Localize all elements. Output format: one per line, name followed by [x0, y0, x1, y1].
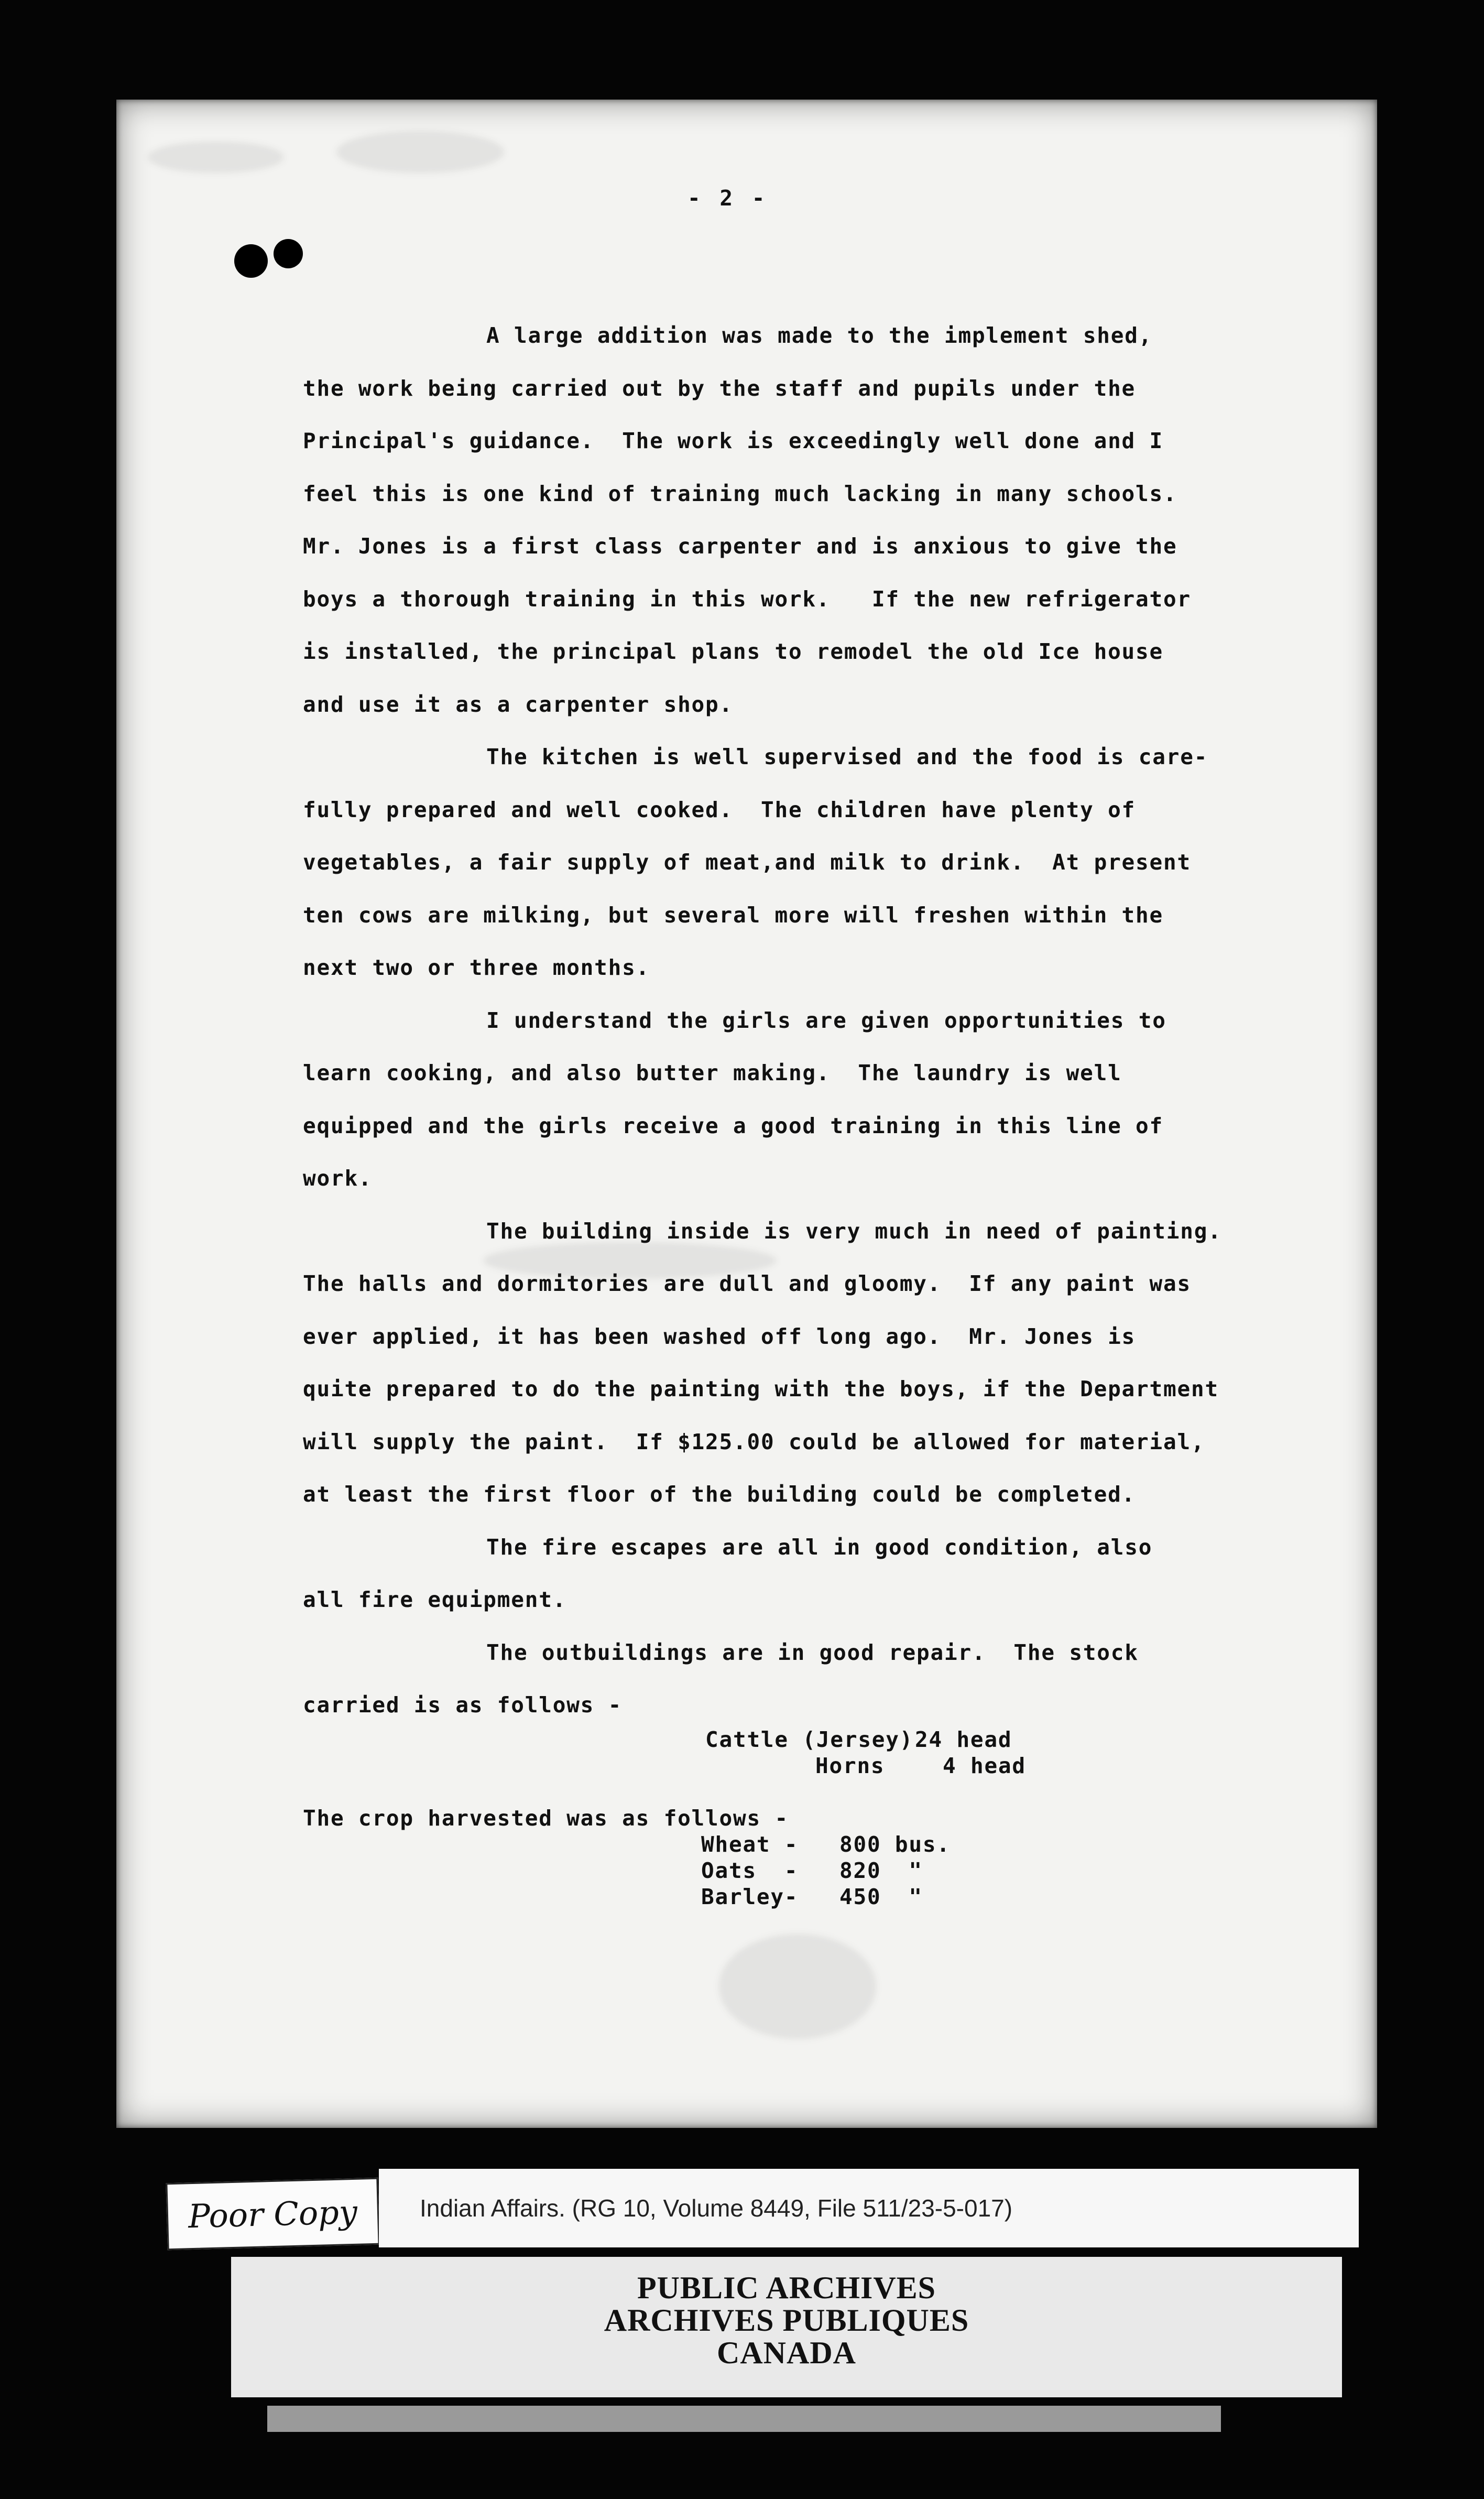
text-line: vegetables, a fair supply of meat,and milk to drink. At present: [303, 850, 1191, 875]
crop-item: Oats -: [701, 1858, 799, 1883]
text-line: the work being carried out by the staff and pupils under the: [303, 375, 1136, 401]
text-line: at least the first floor of the building could be completed.: [303, 1482, 1136, 1507]
text-line: The halls and dormitories are dull and gloomy. If any paint was: [303, 1271, 1191, 1296]
text-line: is installed, the principal plans to remodel the old Ice house: [303, 639, 1164, 664]
archives-line: ARCHIVES PUBLIQUES: [604, 2303, 969, 2338]
file-reference-label: Indian Affairs. (RG 10, Volume 8449, File 511/23-5-017): [379, 2169, 1359, 2247]
text-line: The fire escapes are all in good condition, also: [486, 1534, 1153, 1560]
text-line: ten cows are milking, but several more will freshen within the: [303, 902, 1164, 928]
poor-copy-note: Poor Copy: [166, 2178, 379, 2251]
text-line: will supply the paint. If $125.00 could be allowed for material,: [303, 1429, 1205, 1454]
text-line: feel this is one kind of training much lacking in many schools.: [303, 481, 1177, 506]
crop-quantity: 820 ": [839, 1858, 923, 1883]
punch-hole: [274, 239, 303, 268]
text-line: Mr. Jones is a first class carpenter and is anxious to give the: [303, 534, 1177, 559]
stock-quantity: 4 head: [943, 1753, 1026, 1778]
text-line: all fire equipment.: [303, 1587, 567, 1612]
text-line: The kitchen is well supervised and the food is care-: [486, 744, 1208, 769]
page-number: - 2 -: [688, 186, 768, 211]
stock-item: Cattle (Jersey): [705, 1727, 914, 1752]
crop-quantity: 800 bus.: [839, 1832, 951, 1857]
text-line: work.: [303, 1166, 373, 1191]
text-line: quite prepared to do the painting with the boys, if the Department: [303, 1376, 1219, 1401]
archives-line: CANADA: [717, 2335, 856, 2370]
stock-quantity: 24 head: [915, 1727, 1012, 1752]
text-line: The outbuildings are in good repair. The stock: [486, 1639, 1139, 1665]
text-line: equipped and the girls receive a good training in this line of: [303, 1113, 1164, 1138]
public-archives-label: [231, 2257, 1342, 2397]
text-line: boys a thorough training in this work. If the new refrigerator: [303, 586, 1191, 612]
archive-label-strip: [167, 2169, 1367, 2402]
text-line: ever applied, it has been washed off long ago. Mr. Jones is: [303, 1323, 1136, 1349]
crop-quantity: 450 ": [839, 1884, 923, 1909]
text-line: I understand the girls are given opportunities to: [486, 1007, 1166, 1033]
smudge: [336, 131, 504, 173]
film-edge-strip: [267, 2406, 1221, 2432]
text-line: A large addition was made to the implement shed,: [486, 323, 1153, 348]
text-line: next two or three months.: [303, 955, 650, 980]
body-text: [303, 309, 1351, 1732]
crop-item: Wheat -: [701, 1832, 799, 1857]
stock-item: Horns: [815, 1753, 885, 1778]
punch-hole: [234, 244, 268, 278]
text-line: learn cooking, and also butter making. The laundry is well: [303, 1060, 1122, 1085]
text-line: The building inside is very much in need of painting.: [486, 1218, 1222, 1244]
archives-line: PUBLIC ARCHIVES: [637, 2270, 936, 2305]
text-line: Principal's guidance. The work is exceedingly well done and I: [303, 428, 1164, 453]
crop-intro: The crop harvested was as follows -: [303, 1806, 789, 1831]
typed-page: [116, 100, 1377, 2128]
text-line: and use it as a carpenter shop.: [303, 691, 734, 717]
smudge: [148, 142, 284, 173]
crop-item: Barley-: [701, 1884, 799, 1909]
text-line: carried is as follows -: [303, 1692, 623, 1718]
text-line: fully prepared and well cooked. The children have plenty of: [303, 797, 1136, 822]
smudge: [719, 1934, 876, 2039]
